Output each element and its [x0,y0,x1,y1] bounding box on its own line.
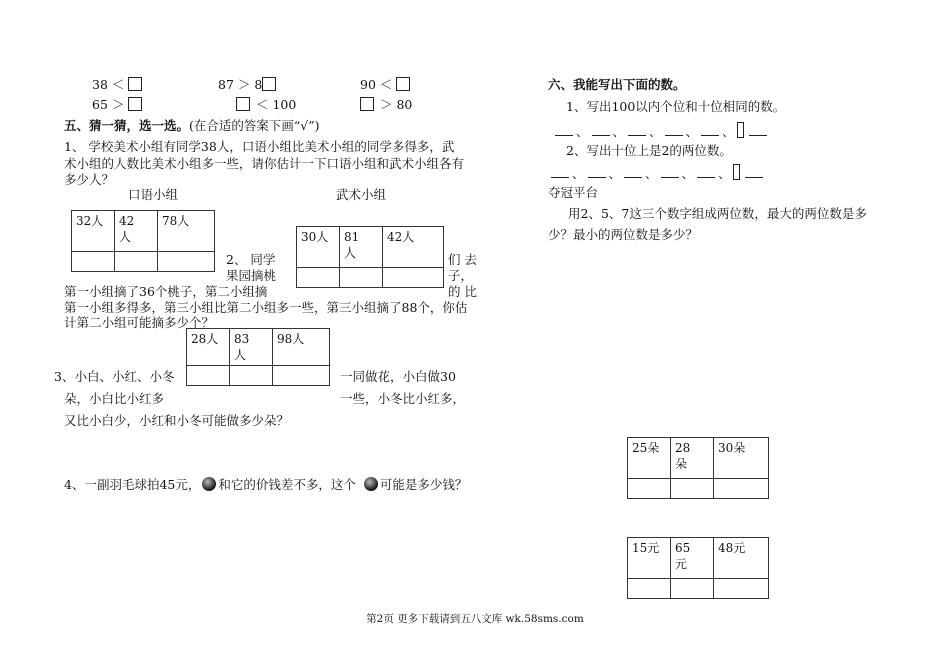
compare-row2-b: ＜ 100 [232,96,296,114]
choice-cell: 30人 [297,227,340,268]
q3-line2-b: 一些，小冬比小红多， [340,391,466,406]
q2-line4: 第一小组多得多，第三小组比第二小组多一些，第三小组摘了88个，你估 [64,300,468,315]
choice-cell: 25朵 [628,438,671,479]
answer-box[interactable] [360,97,374,111]
text-cursor-icon [737,122,744,138]
q1-line2: 术小组的人数比美术小组多一些，请你估计一下口语小组和武术小组各有 [64,156,465,171]
text-cursor-icon [733,164,740,180]
q3-line3: 又比小白少，小红和小冬可能做多少朵？ [64,413,290,428]
challenge-title: 夺冠平台 [548,185,599,200]
q4-line: 4、一副羽毛球拍45元， 和它的价钱差不多，这个 可能是多少钱？ [64,477,468,492]
choice-cell: 28人 [187,329,230,366]
check-cell[interactable] [628,579,671,599]
q2-line1-a: 2、 同学 [226,252,276,267]
check-cell[interactable] [628,479,671,499]
answer-box[interactable] [236,97,250,111]
q3-line2-a: 朵，小白比小红多 [64,391,165,406]
sec6-q2-blanks: 、 、 、 、 、 [548,164,766,183]
choice-cell: 28 朵 [671,438,714,479]
check-cell[interactable] [671,579,714,599]
check-cell[interactable] [158,252,215,272]
check-cell[interactable] [297,268,340,288]
check-cell[interactable] [187,366,230,386]
choice-cell: 15元 [628,538,671,579]
check-cell[interactable] [383,268,444,288]
answer-blank[interactable] [551,167,569,178]
answer-box[interactable] [262,77,276,91]
label-wushu: 武术小组 [336,187,387,202]
q2-line5: 计第二小组可能摘多少个？ [64,315,215,330]
answer-blank[interactable] [665,125,683,136]
answer-box[interactable] [396,77,410,91]
choice-cell: 42 人 [115,211,158,252]
choice-cell: 83 人 [230,329,273,366]
q3-line1-b: 一同做花，小白做30 [340,369,456,384]
check-cell[interactable] [273,366,330,386]
challenge-line2: 少？最小的两位数是多少？ [548,227,699,242]
q2-line3-a: 第一小组摘了36个桃子，第二小组摘 [64,284,268,299]
answer-blank[interactable] [592,125,610,136]
answer-blank[interactable] [745,167,763,178]
sec6-q1: 1、写出100以内个位和十位相同的数。 [566,99,786,114]
section6-heading: 六、我能写出下面的数。 [548,77,686,92]
answer-blank[interactable] [624,167,642,178]
compare-row1-a: 38 ＜ [92,76,142,94]
choice-table-flowers [627,437,769,499]
page-footer: 第2页 更多下载请到五八文库 wk.58sms.com [366,613,584,625]
check-cell[interactable] [230,366,273,386]
answer-blank[interactable] [555,125,573,136]
q2-line2-a: 果园摘桃 [226,268,277,283]
check-cell[interactable] [72,252,115,272]
choice-cell: 81 人 [340,227,383,268]
choice-cell: 30朵 [714,438,769,479]
label-kouyu: 口语小组 [128,187,179,202]
sec6-q1-blanks: 、 、 、 、 、 [552,122,770,141]
answer-blank[interactable] [697,167,715,178]
check-cell[interactable] [671,479,714,499]
q2-line3-b: 的 比 [448,284,477,299]
answer-blank[interactable] [749,125,767,136]
answer-box[interactable] [128,77,142,91]
choice-cell: 48元 [714,538,769,579]
answer-box[interactable] [128,97,142,111]
q3-line1-a: 3、小白、小红、小冬 [54,369,175,384]
choice-table-wushu [296,226,444,288]
coin-icon [202,477,216,491]
q1-line3: 多少人？ [64,172,115,187]
q2-line1-b: 们 去 [448,252,477,267]
choice-table-kouyu [71,210,215,272]
q2-line2-b: 子， [448,268,474,283]
compare-row2-a: 65 ＞ [92,96,142,114]
check-cell[interactable] [340,268,383,288]
choice-cell: 78人 [158,211,215,252]
choice-cell: 65 元 [671,538,714,579]
choice-cell: 32人 [72,211,115,252]
compare-row2-c: ＞ 80 [356,96,412,114]
compare-row1-c: 90 ＜ [360,76,410,94]
check-cell[interactable] [714,479,769,499]
choice-cell: 42人 [383,227,444,268]
challenge-line1: 用2、5、7这三个数字组成两位数，最大的两位数是多 [568,206,867,221]
choice-table-peach [186,328,330,386]
section5-heading: 五、猜一猜，选一选。(在合适的答案下画“√”) [64,118,320,133]
check-cell[interactable] [115,252,158,272]
sec6-q2: 2、写出十位上是2的两位数。 [566,143,732,158]
choice-cell: 98人 [273,329,330,366]
answer-blank[interactable] [628,125,646,136]
answer-blank[interactable] [701,125,719,136]
q1-line1: 1、 学校美术小组有同学38人，口语小组比美术小组的同学多得多，武 [64,139,455,154]
choice-table-price [627,537,769,599]
coin-icon [364,477,378,491]
answer-blank[interactable] [661,167,679,178]
compare-row1-b: 87 ＞ 8 [218,76,276,94]
answer-blank[interactable] [588,167,606,178]
check-cell[interactable] [714,579,769,599]
